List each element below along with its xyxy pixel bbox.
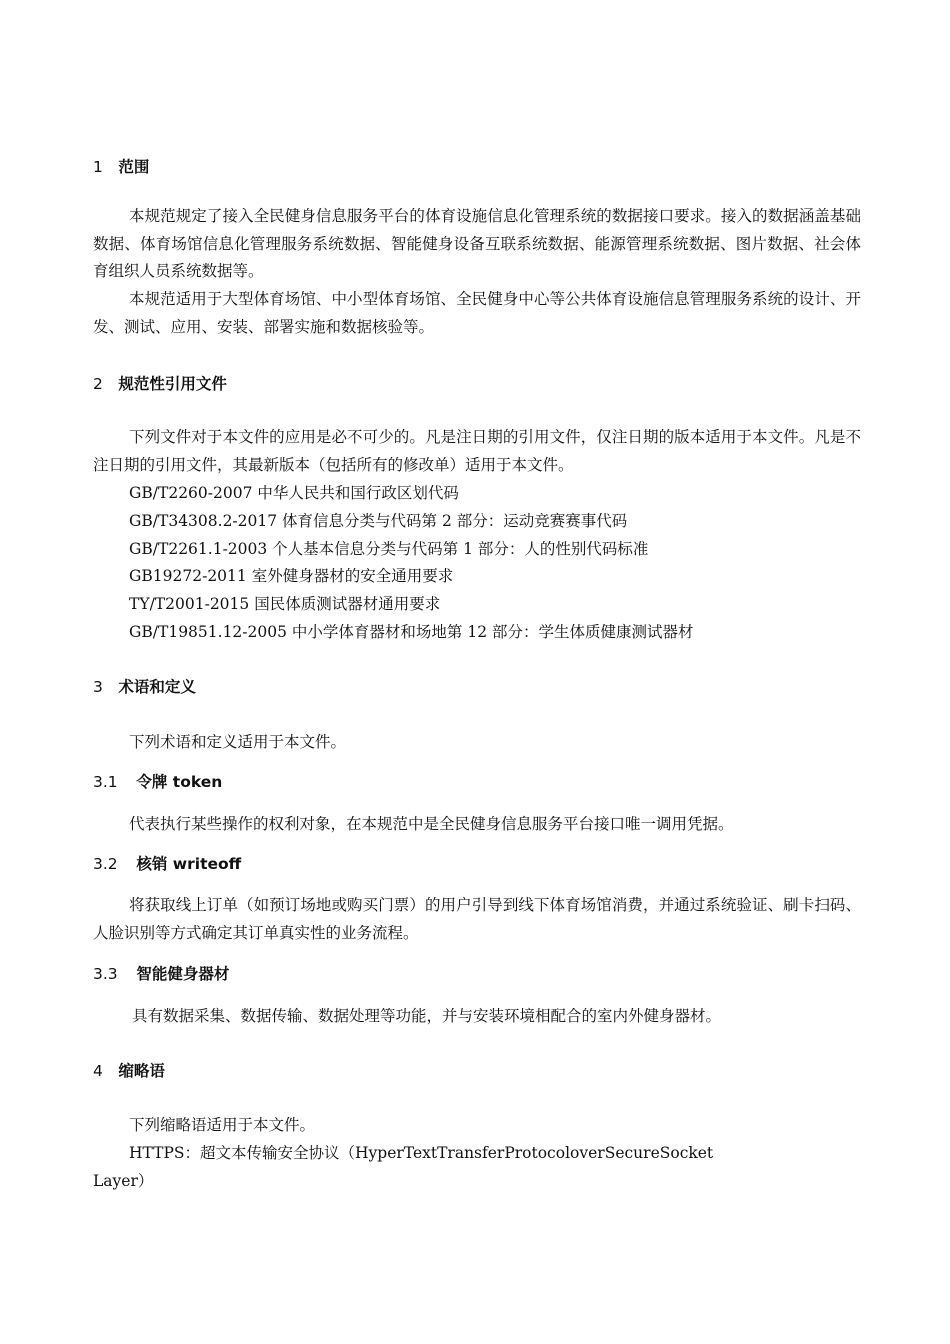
section-4-heading: [93, 1061, 165, 1081]
section-number: 1: [93, 158, 103, 176]
section-1-paragraph-1: 本规范规定了接入全民健身信息服务平台的体育设施信息化管理系统的数据接口要求。接入的数据涵盖基础数据、体育场馆信息化管理服务系统数据、智能健身设备互联系统数据、能源管理系统数据、图片数据、社会体育组织人员系统数据等。: [93, 207, 861, 281]
reference-item: GB/T2261.1-2003 个人基本信息分类与代码第 1 部分：人的性别代码标准: [129, 540, 649, 558]
section-2-heading: [93, 374, 227, 394]
section-number: 4: [93, 1062, 103, 1080]
section-1-heading: [93, 157, 149, 177]
reference-item: TY/T2001-2015 国民体质测试器材通用要求: [129, 595, 441, 613]
term-3-2-heading: [93, 854, 241, 874]
term-3-3-heading: [93, 964, 229, 984]
term-title: 令牌 token: [136, 773, 223, 791]
section-number: 2: [93, 375, 103, 393]
section-title: 规范性引用文件: [118, 375, 227, 393]
term-3-1-definition: 代表执行某些操作的权利对象，在本规范中是全民健身信息服务平台接口唯一调用凭据。: [129, 815, 734, 833]
reference-item: GB/T34308.2-2017 体育信息分类与代码第 2 部分：运动竞赛赛事代码: [129, 512, 628, 530]
section-1-paragraph-2: 本规范适用于大型体育场馆、中小型体育场馆、全民健身中心等公共体育设施信息管理服务系统的设计、开发、测试、应用、安装、部署实施和数据核验等。: [93, 290, 861, 336]
section-3-intro: 下列术语和定义适用于本文件。: [129, 733, 347, 751]
section-4-intro: 下列缩略语适用于本文件。: [129, 1116, 316, 1134]
section-3-heading: [93, 677, 196, 697]
term-number: 3.2: [93, 855, 118, 873]
term-title: 核销 writeoff: [136, 855, 242, 873]
section-title: 范围: [118, 158, 150, 176]
abbreviation-item: HTTPS：超文本传输安全协议（HyperTextTransferProtocoloverSecureSocket: [129, 1144, 714, 1162]
reference-item: GB19272-2011 室外健身器材的安全通用要求: [129, 567, 454, 585]
section-title: 术语和定义: [118, 678, 196, 696]
abbreviation-item-continuation: Layer）: [93, 1172, 154, 1190]
reference-item: GB/T2260-2007 中华人民共和国行政区划代码: [129, 484, 459, 502]
section-title: 缩略语: [118, 1062, 165, 1080]
reference-item: GB/T19851.12-2005 中小学体育器材和场地第 12 部分：学生体质健康测试器材: [129, 623, 694, 641]
section-2-paragraph-1: 下列文件对于本文件的应用是必不可少的。凡是注日期的引用文件，仅注日期的版本适用于本文件。凡是不注日期的引用文件，其最新版本（包括所有的修改单）适用于本文件。: [93, 428, 861, 474]
term-number: 3.3: [93, 965, 118, 983]
term-number: 3.1: [93, 773, 118, 791]
term-3-2-definition: 将获取线上订单（如预订场地或购买门票）的用户引导到线下体育场馆消费，并通过系统验证、刷卡扫码、人脸识别等方式确定其订单真实性的业务流程。: [93, 896, 861, 942]
term-3-1-heading: [93, 772, 222, 792]
section-number: 3: [93, 678, 103, 696]
term-3-3-definition: 具有数据采集、数据传输、数据处理等功能，并与安装环境相配合的室内外健身器材。: [132, 1007, 722, 1025]
term-title: 智能健身器材: [136, 965, 230, 983]
